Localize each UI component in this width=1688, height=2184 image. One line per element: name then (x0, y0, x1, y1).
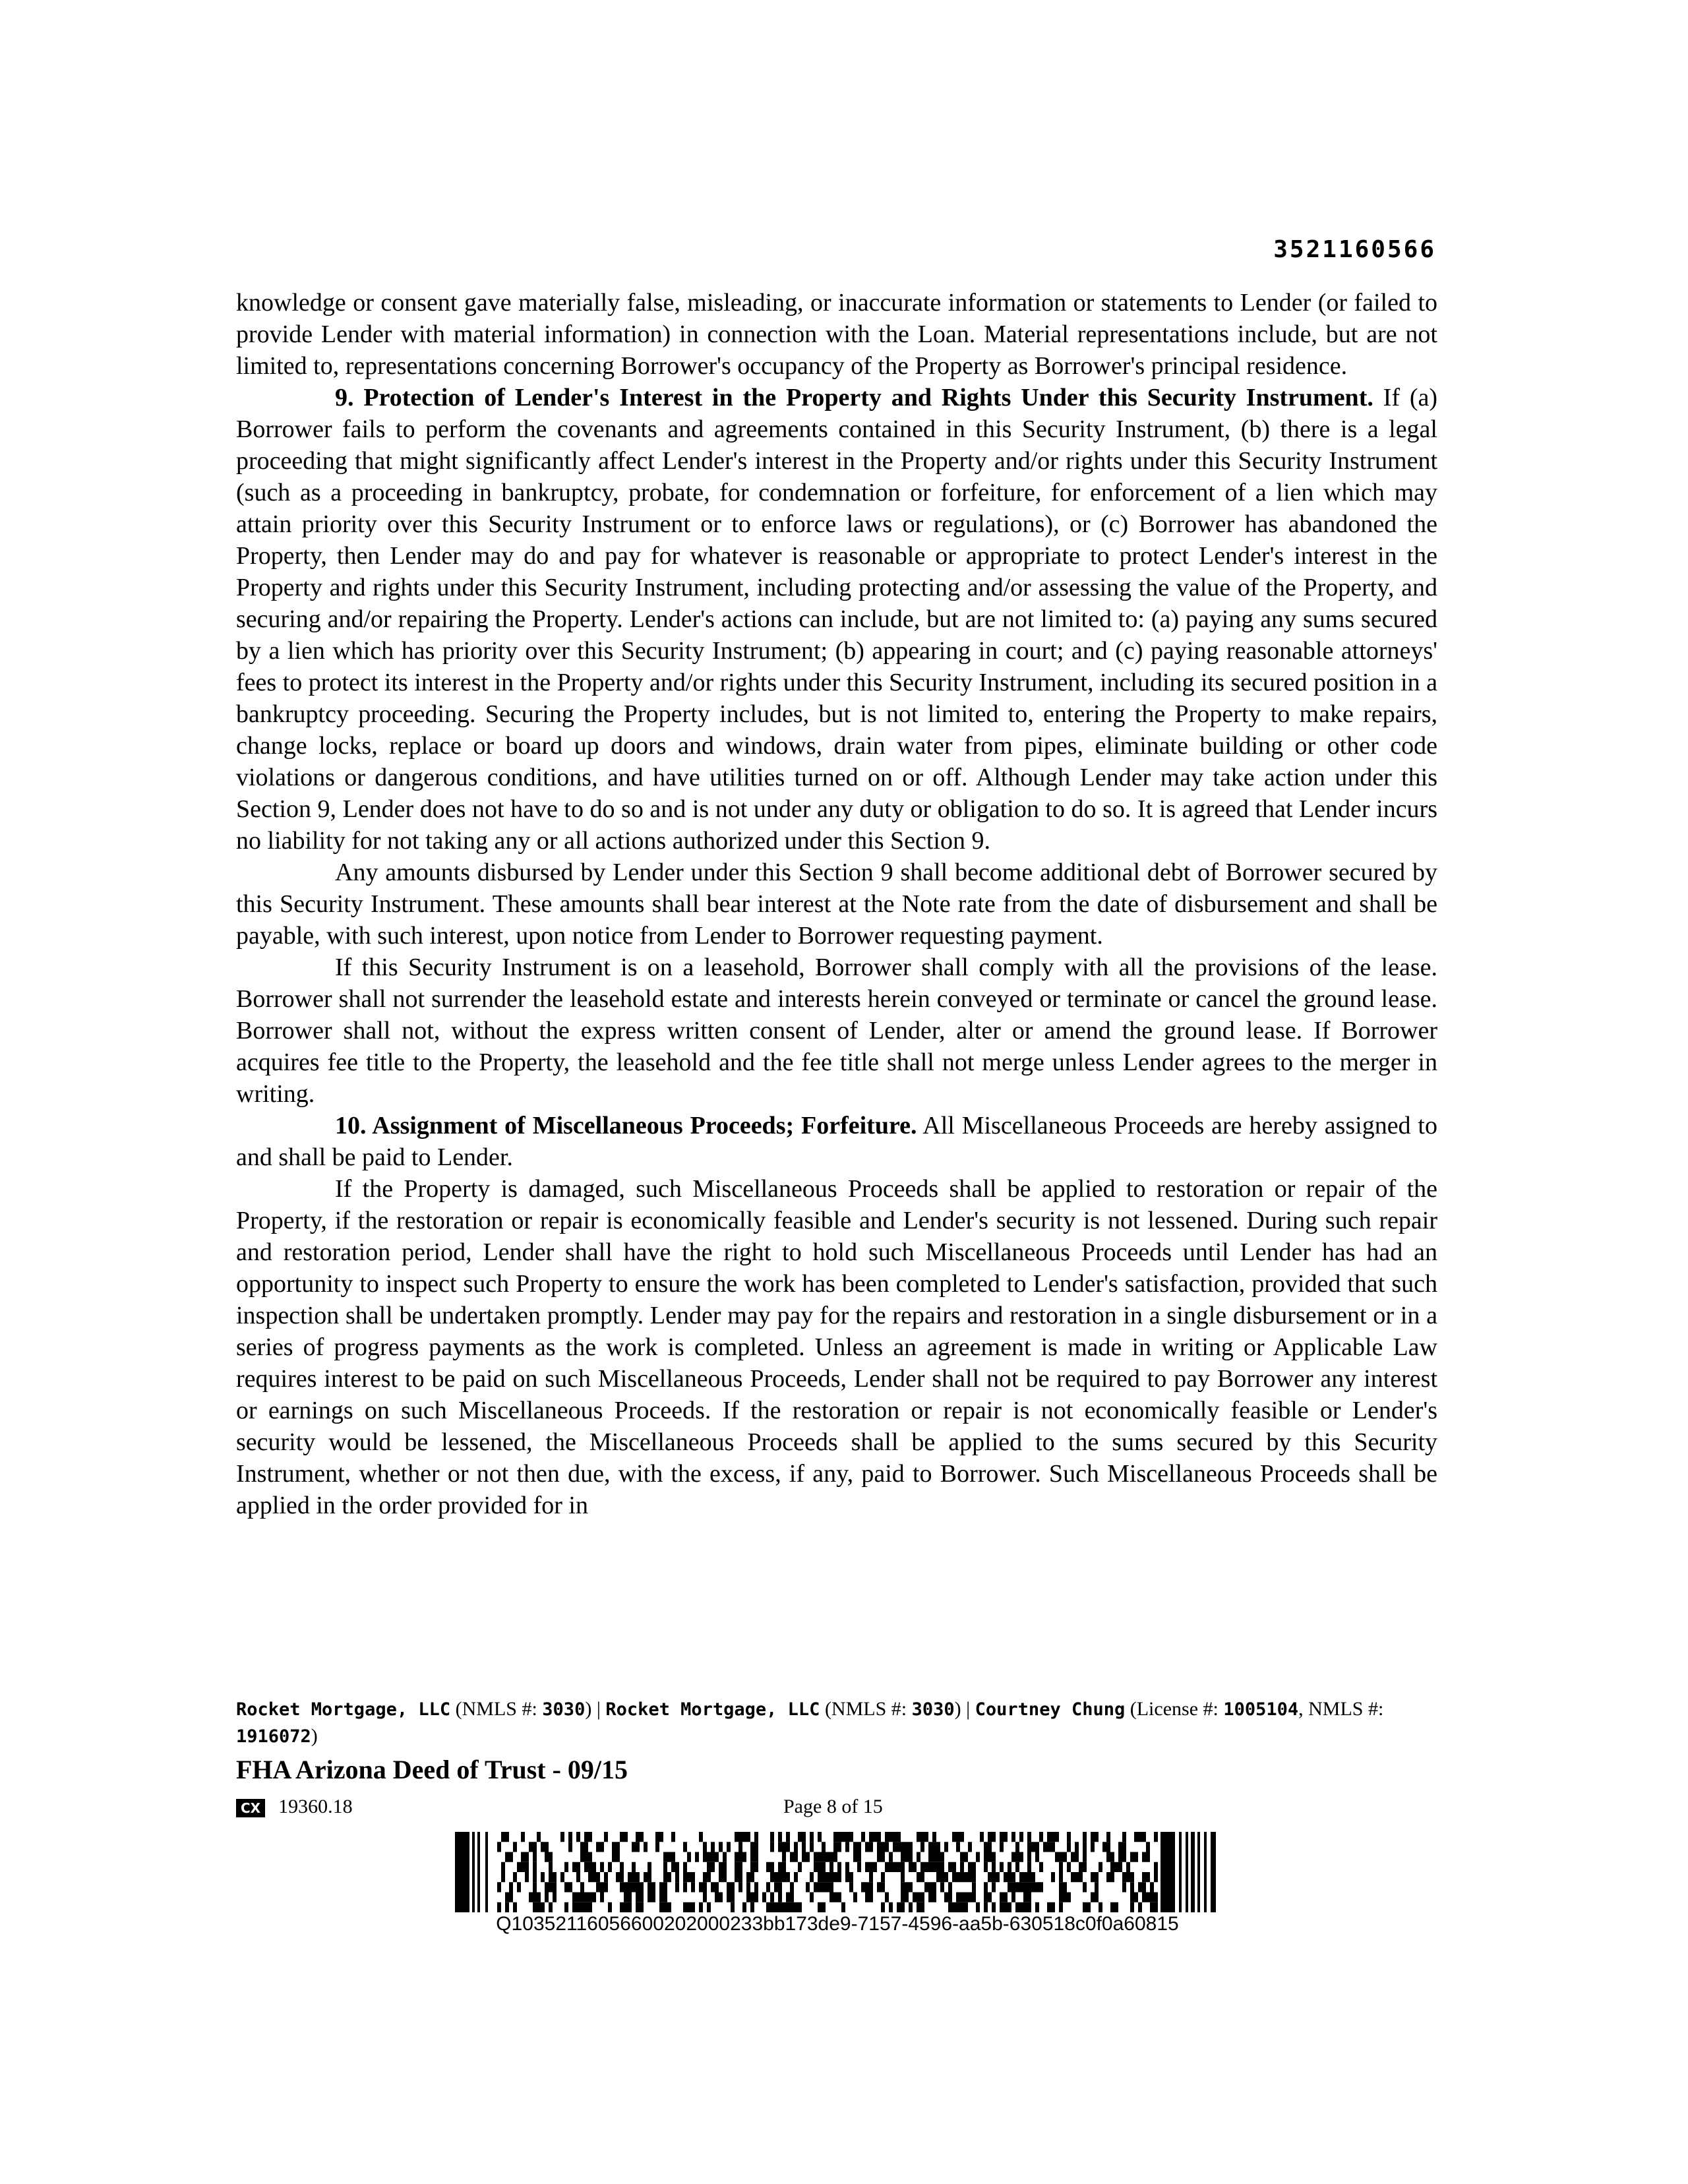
page-number: Page 8 of 15 (783, 1796, 883, 1817)
barcode-text: Q1035211605660020200023​3bb173de9-7157-4596-aa5b-630518c0f0a60815 (496, 1913, 1179, 1935)
document-body (236, 287, 1437, 1521)
paragraph-continuation: knowledge or consent gave materially false, misleading, or inaccurate information or statements to Lender (or failed to provide Lender with material information) in connection with the Loan. Material representations include, but are not limited to, representations concerning Borrower's occupancy of the Property as Borrower's principal residence. (236, 289, 1437, 380)
lender-name-2: Rocket Mortgage, LLC (605, 1699, 820, 1720)
barcode-icon (455, 1832, 1220, 1912)
lender-info-footer: Rocket Mortgage, LLC (NMLS #: 3030) | Rocket Mortgage, LLC (NMLS #: 3030) | Courtney Chung (License #: 1005104, NMLS #: 1916072) (236, 1698, 1384, 1747)
paragraph-disbursed-amounts: Any amounts disbursed by Lender under this Section 9 shall become additional debt of Borrower secured by this Security Instrument. These amounts shall bear interest at the Note rate from the date of disbursement and shall be payable, with such interest, upon notice from Lender to Borrower requesting payment. (236, 859, 1437, 950)
section-heading-9: 9. Protection of Lender's Interest in the Property and Rights Under this Security Instrument. (335, 384, 1373, 411)
paragraph-leasehold: If this Security Instrument is on a leasehold, Borrower shall comply with all the provisions of the lease. Borrower shall not surrender the leasehold estate and interests herein conveyed or terminate or cancel the ground lease. Borrower shall not, without the express written consent of Lender, alter or amend the ground lease. If Borrower acquires fee title to the Property, the leasehold and the fee title shall not merge unless Lender agrees to the merger in writing. (236, 954, 1437, 1108)
form-number: 19360.18 (278, 1796, 353, 1817)
loan-number: 3521160566 (1273, 236, 1436, 263)
paragraph-section-10: 10. Assignment of Miscellaneous Proceeds; Forfeiture. All Miscellaneous Proceeds are hereby assigned to and shall be paid to Lender. (236, 1112, 1437, 1171)
lender-name: Rocket Mortgage, LLC (236, 1699, 451, 1720)
cx-logo-icon: CX (236, 1799, 265, 1817)
paragraph-section-9: 9. Protection of Lender's Interest in the Property and Rights Under this Security Instrument. If (a) Borrower fails to perform the covenants and agreements contained in this Security Instrument, (b) there is a legal proceeding that might significantly affect Lender's interest in the Property and/or rights under this Security Instrument (such as a proceeding in bankruptcy, probate, for condemnation or forfeiture, for enforcement of a lien which may attain priority over this Security Instrument or to enforce laws or regulations), or (c) Borrower has abandoned the Property, then Lender may do and pay for whatever is reasonable or appropriate to protect Lender's interest in the Property and rights under this Security Instrument, including protecting and/or assessing the value of the Property, and securing and/or repairing the Property. Lender's actions can include, but are not limited to: (a) paying any sums secured by a lien which has priority over this Security Instrument; (b) appearing in court; and (c) paying reasonable attorneys' fees to protect its interest in the Property and/or rights under this Security Instrument, including its secured position in a bankruptcy proceeding. Securing the Property includes, but is not limited to, entering the Property to make repairs, change locks, replace or board up doors and windows, drain water from pipes, eliminate building or other code violations or dangerous conditions, and have utilities turned on or off. Although Lender may take action under this Section 9, Lender does not have to do so and is not under any duty or obligation to do so. It is agreed that Lender incurs no liability for not taking any or all actions authorized under this Section 9. (236, 384, 1437, 855)
loan-officer-name: Courtney Chung (975, 1699, 1126, 1720)
form-title: FHA Arizona Deed of Trust - 09/15 (236, 1755, 628, 1784)
section-heading-10: 10. Assignment of Miscellaneous Proceeds; Forfeiture. (335, 1112, 917, 1139)
form-meta (236, 1792, 1437, 1821)
paragraph-property-damaged: If the Property is damaged, such Miscellaneous Proceeds shall be applied to restoration or repair of the Property, if the restoration or repair is economically feasible and Lender's security is not lessened. During such repair and restoration period, Lender shall have the right to hold such Miscellaneous Proceeds until Lender has had an opportunity to inspect such Property to ensure the work has been completed to Lender's satisfaction, provided that such inspection shall be undertaken promptly. Lender may pay for the repairs and restoration in a single disbursement or in a series of progress payments as the work is completed. Unless an agreement is made in writing or Applicable Law requires interest to be paid on such Miscellaneous Proceeds, Lender shall not be required to pay Borrower any interest or earnings on such Miscellaneous Proceeds. If the restoration or repair is not economically feasible or Lender's security would be lessened, the Miscellaneous Proceeds shall be applied to the sums secured by this Security Instrument, whether or not then due, with the excess, if any, paid to Borrower. Such Miscellaneous Proceeds shall be applied in the order provided for in (236, 1175, 1437, 1519)
